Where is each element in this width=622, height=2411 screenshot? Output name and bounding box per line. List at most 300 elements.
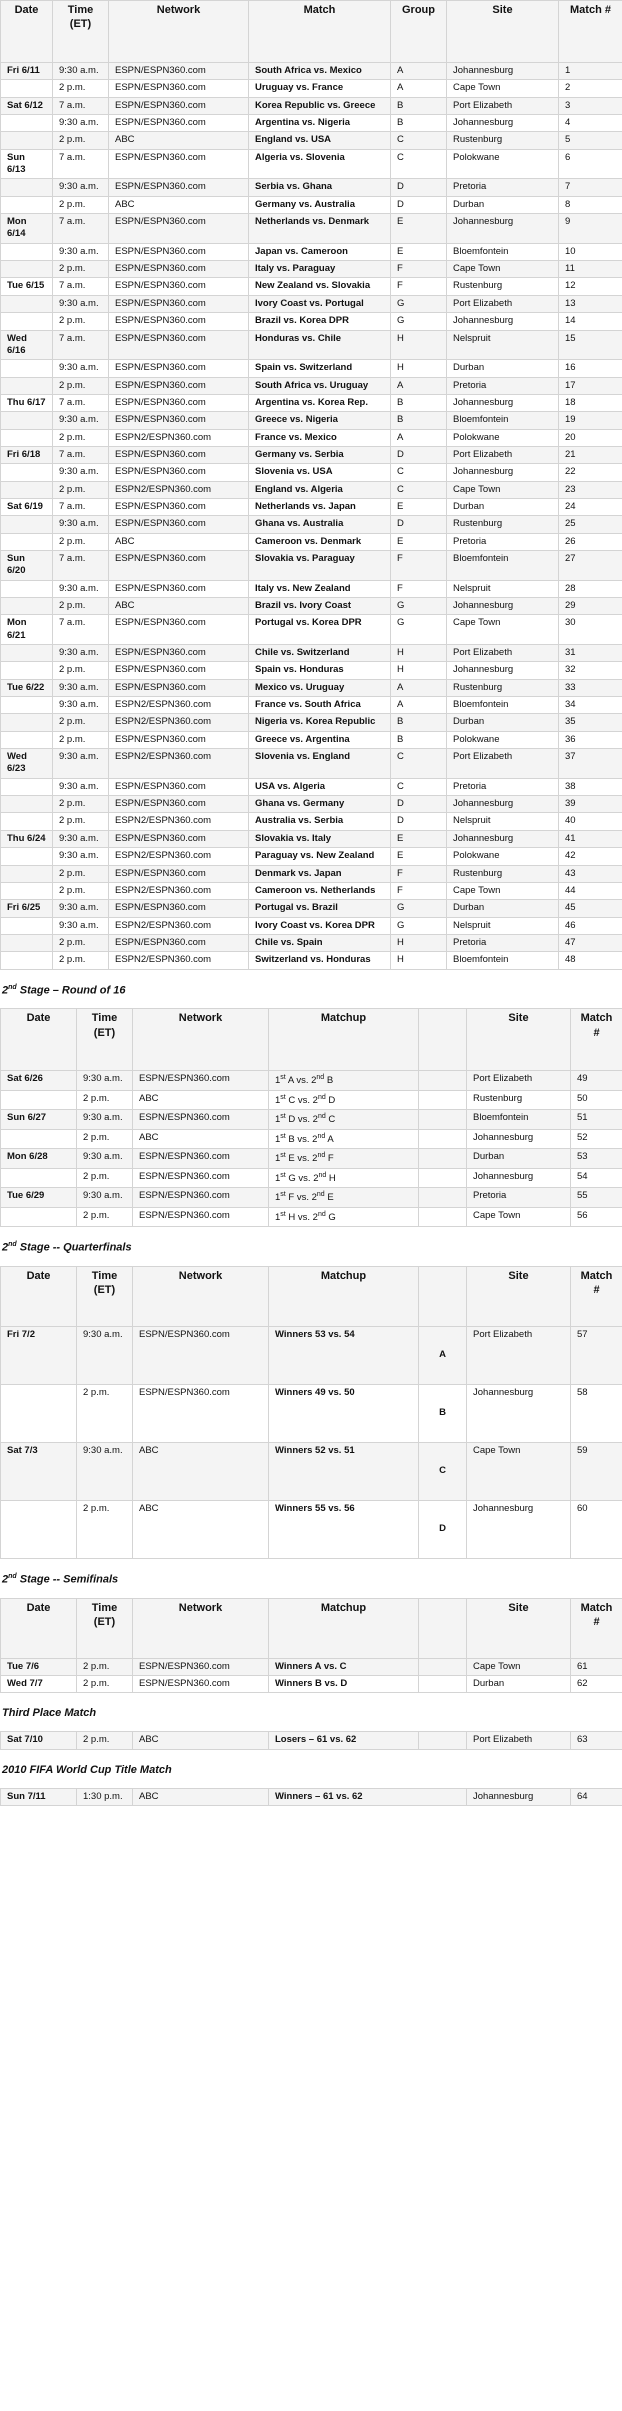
- site-cell: Nelspruit: [447, 580, 559, 597]
- network-cell: ESPN2/ESPN360.com: [109, 813, 249, 830]
- site-cell: Durban: [447, 714, 559, 731]
- match-no-cell: 60: [571, 1500, 622, 1558]
- matchup-cell: [269, 1071, 419, 1091]
- table-row: [1, 360, 622, 377]
- date-cell: [1, 580, 53, 597]
- site-cell: Durban: [467, 1149, 571, 1169]
- table-row: [1, 115, 622, 132]
- site-cell: Nelspruit: [447, 330, 559, 360]
- site-cell: Johannesburg: [447, 394, 559, 411]
- network-cell: ABC: [109, 132, 249, 149]
- network-cell: ESPN/ESPN360.com: [109, 731, 249, 748]
- match-cell: Greece vs. Nigeria: [249, 412, 391, 429]
- table-row: [1, 295, 622, 312]
- matchup-ordinal-2: nd: [317, 1113, 326, 1121]
- group-cell: B: [391, 97, 447, 114]
- time-cell: 2 p.m.: [53, 934, 109, 951]
- table-row: [1, 313, 622, 330]
- match-no-cell: 31: [559, 645, 622, 662]
- site-cell: Bloemfontein: [447, 952, 559, 969]
- sf-header-match-no: Match #: [571, 1598, 622, 1658]
- time-cell: 9:30 a.m.: [53, 360, 109, 377]
- semifinals-body: [1, 1658, 622, 1693]
- group-cell: C: [391, 132, 447, 149]
- table-row: [1, 882, 622, 899]
- date-cell: Fri 6/25: [1, 900, 53, 917]
- match-cell: England vs. Algeria: [249, 481, 391, 498]
- group-cell: E: [391, 243, 447, 260]
- match-cell: New Zealand vs. Slovakia: [249, 278, 391, 295]
- site-cell: Johannesburg: [467, 1384, 571, 1442]
- group-cell: A: [391, 377, 447, 394]
- date-cell: [1, 196, 53, 213]
- match-no-cell: 46: [559, 917, 622, 934]
- matchup-ordinal-1: st: [280, 1132, 286, 1140]
- site-cell: Port Elizabeth: [447, 446, 559, 463]
- final-table: [0, 1788, 622, 1806]
- match-cell: Portugal vs. Brazil: [249, 900, 391, 917]
- matchup-cell: Winners 55 vs. 56: [269, 1500, 419, 1558]
- table-row: [1, 446, 622, 463]
- network-cell: ABC: [133, 1788, 269, 1805]
- site-cell: Bloemfontein: [447, 243, 559, 260]
- time-cell: 9:30 a.m.: [53, 412, 109, 429]
- date-cell: [1, 697, 53, 714]
- semifinals-title: 2nd Stage -- Semifinals: [2, 1572, 119, 1586]
- group-cell: D: [391, 446, 447, 463]
- date-cell: [1, 882, 53, 899]
- matchup-cell: [269, 1110, 419, 1130]
- matchup-seed-1: 1: [275, 1211, 281, 1223]
- network-cell: ESPN/ESPN360.com: [133, 1110, 269, 1130]
- site-cell: Johannesburg: [447, 464, 559, 481]
- date-cell: Fri 6/11: [1, 63, 53, 80]
- date-cell: Sun 6/13: [1, 149, 53, 179]
- date-cell: Wed 7/7: [1, 1675, 77, 1692]
- table-row: [1, 1675, 622, 1692]
- r16-header-date: Date: [1, 1009, 77, 1071]
- group-cell: C: [391, 481, 447, 498]
- group-cell: H: [391, 330, 447, 360]
- matchup-cell: Winners B vs. D: [269, 1675, 419, 1692]
- match-cell: Chile vs. Switzerland: [249, 645, 391, 662]
- group-cell: G: [391, 313, 447, 330]
- date-cell: [1, 865, 53, 882]
- date-cell: [1, 848, 53, 865]
- date-cell: Sat 7/10: [1, 1732, 77, 1749]
- time-cell: 9:30 a.m.: [77, 1188, 133, 1208]
- network-cell: ESPN/ESPN360.com: [133, 1188, 269, 1208]
- match-cell: Slovenia vs. USA: [249, 464, 391, 481]
- table-row: [1, 952, 622, 969]
- table-row: [1, 1500, 622, 1558]
- site-cell: Rustenburg: [447, 679, 559, 696]
- table-row: [1, 1168, 622, 1188]
- network-cell: ABC: [133, 1442, 269, 1500]
- time-cell: 9:30 a.m.: [53, 243, 109, 260]
- match-no-cell: 12: [559, 278, 622, 295]
- match-cell: Greece vs. Argentina: [249, 731, 391, 748]
- group-cell: C: [391, 749, 447, 779]
- network-cell: ABC: [133, 1129, 269, 1149]
- bracket-letter-cell: D: [419, 1500, 467, 1558]
- table-row: [1, 516, 622, 533]
- time-cell: 2 p.m.: [53, 796, 109, 813]
- time-cell: 7 a.m.: [53, 446, 109, 463]
- matchup-group-1: E vs. 2: [285, 1153, 318, 1165]
- time-cell: 9:30 a.m.: [53, 917, 109, 934]
- match-cell: Netherlands vs. Denmark: [249, 214, 391, 244]
- table-row: [1, 464, 622, 481]
- r16-header-network: Network: [133, 1009, 269, 1071]
- time-cell: 9:30 a.m.: [77, 1110, 133, 1130]
- group-cell: H: [391, 934, 447, 951]
- date-cell: [1, 1168, 77, 1188]
- site-cell: Johannesburg: [447, 313, 559, 330]
- network-cell: ESPN2/ESPN360.com: [109, 952, 249, 969]
- time-cell: 7 a.m.: [53, 550, 109, 580]
- sf-header-date: Date: [1, 1598, 77, 1658]
- match-no-cell: 16: [559, 360, 622, 377]
- time-cell: 7 a.m.: [53, 149, 109, 179]
- group-cell: F: [391, 550, 447, 580]
- site-cell: Cape Town: [467, 1442, 571, 1500]
- site-cell: Cape Town: [447, 80, 559, 97]
- date-cell: [1, 952, 53, 969]
- table-row: [1, 645, 622, 662]
- network-cell: ESPN/ESPN360.com: [109, 615, 249, 645]
- match-cell: Honduras vs. Chile: [249, 330, 391, 360]
- matchup-group-1: G vs. 2: [285, 1172, 319, 1184]
- match-no-cell: 53: [571, 1149, 622, 1169]
- network-cell: ESPN/ESPN360.com: [133, 1675, 269, 1692]
- match-cell: Ghana vs. Australia: [249, 516, 391, 533]
- matchup-ordinal-2: nd: [317, 1152, 326, 1160]
- match-no-cell: 52: [571, 1129, 622, 1149]
- match-no-cell: 47: [559, 934, 622, 951]
- matchup-group-2: C: [325, 1114, 336, 1126]
- time-cell: 2 p.m.: [53, 481, 109, 498]
- group-cell: B: [391, 714, 447, 731]
- table-row: [1, 412, 622, 429]
- time-cell: 9:30 a.m.: [53, 516, 109, 533]
- network-cell: ESPN/ESPN360.com: [133, 1168, 269, 1188]
- time-cell: 2 p.m.: [77, 1658, 133, 1675]
- semifinals-table: [0, 1598, 622, 1694]
- group-cell: F: [391, 580, 447, 597]
- table-row: [1, 662, 622, 679]
- table-row: [1, 813, 622, 830]
- date-cell: [1, 516, 53, 533]
- sf-header-time: Time (ET): [77, 1598, 133, 1658]
- date-cell: Tue 6/29: [1, 1188, 77, 1208]
- r16-header-blank: [419, 1009, 467, 1071]
- match-cell: Germany vs. Australia: [249, 196, 391, 213]
- matchup-group-1: B vs. 2: [285, 1133, 318, 1145]
- date-cell: Mon 6/28: [1, 1149, 77, 1169]
- site-cell: Nelspruit: [447, 813, 559, 830]
- time-cell: 2 p.m.: [77, 1500, 133, 1558]
- match-cell: Korea Republic vs. Greece: [249, 97, 391, 114]
- site-cell: Johannesburg: [467, 1129, 571, 1149]
- match-no-cell: 4: [559, 115, 622, 132]
- match-no-cell: 10: [559, 243, 622, 260]
- matchup-cell: [269, 1207, 419, 1227]
- time-cell: 9:30 a.m.: [53, 830, 109, 847]
- time-cell: 2 p.m.: [53, 261, 109, 278]
- time-cell: 2 p.m.: [53, 731, 109, 748]
- group-cell: B: [391, 394, 447, 411]
- date-cell: Sun 7/11: [1, 1788, 77, 1805]
- match-no-cell: 9: [559, 214, 622, 244]
- match-cell: Mexico vs. Uruguay: [249, 679, 391, 696]
- match-no-cell: 22: [559, 464, 622, 481]
- round16-title: 2nd Stage – Round of 16: [2, 983, 126, 997]
- network-cell: ESPN/ESPN360.com: [109, 360, 249, 377]
- match-cell: Uruguay vs. France: [249, 80, 391, 97]
- time-cell: 9:30 a.m.: [53, 645, 109, 662]
- group-cell: G: [391, 295, 447, 312]
- site-cell: Port Elizabeth: [467, 1732, 571, 1749]
- match-cell: Denmark vs. Japan: [249, 865, 391, 882]
- match-cell: USA vs. Algeria: [249, 778, 391, 795]
- date-cell: Sat 6/12: [1, 97, 53, 114]
- network-cell: ESPN/ESPN360.com: [109, 261, 249, 278]
- site-cell: Port Elizabeth: [447, 749, 559, 779]
- matchup-seed-1: 1: [275, 1172, 281, 1184]
- blank-cell: [419, 1071, 467, 1091]
- network-cell: ESPN2/ESPN360.com: [109, 714, 249, 731]
- date-cell: Sat 6/26: [1, 1071, 77, 1091]
- table-row: [1, 1071, 622, 1091]
- group-cell: E: [391, 498, 447, 515]
- table-row: [1, 394, 622, 411]
- match-cell: Netherlands vs. Japan: [249, 498, 391, 515]
- match-cell: Australia vs. Serbia: [249, 813, 391, 830]
- matchup-cell: [269, 1090, 419, 1110]
- site-cell: Port Elizabeth: [447, 645, 559, 662]
- blank-cell: [419, 1129, 467, 1149]
- match-no-cell: 43: [559, 865, 622, 882]
- table-row: [1, 1732, 622, 1749]
- date-cell: Tue 6/15: [1, 278, 53, 295]
- matchup-seed-1: 1: [275, 1192, 281, 1204]
- matchup-seed-1: 1: [275, 1153, 281, 1165]
- network-cell: ESPN/ESPN360.com: [109, 662, 249, 679]
- date-cell: [1, 917, 53, 934]
- date-cell: [1, 429, 53, 446]
- time-cell: 2 p.m.: [77, 1675, 133, 1692]
- site-cell: Cape Town: [467, 1207, 571, 1227]
- match-cell: Cameroon vs. Netherlands: [249, 882, 391, 899]
- match-no-cell: 35: [559, 714, 622, 731]
- date-cell: [1, 645, 53, 662]
- match-cell: Argentina vs. Nigeria: [249, 115, 391, 132]
- match-no-cell: 64: [571, 1788, 622, 1805]
- qf-header-network: Network: [133, 1266, 269, 1326]
- table-row: [1, 429, 622, 446]
- match-no-cell: 42: [559, 848, 622, 865]
- site-cell: Port Elizabeth: [467, 1326, 571, 1384]
- table-row: [1, 278, 622, 295]
- table-row: [1, 865, 622, 882]
- site-cell: Johannesburg: [447, 115, 559, 132]
- col-header-match: Match: [249, 1, 391, 63]
- date-cell: [1, 1129, 77, 1149]
- group-cell: A: [391, 80, 447, 97]
- match-no-cell: 38: [559, 778, 622, 795]
- network-cell: ESPN2/ESPN360.com: [109, 697, 249, 714]
- match-no-cell: 49: [571, 1071, 622, 1091]
- table-row: [1, 97, 622, 114]
- matchup-ordinal-1: st: [280, 1152, 286, 1160]
- match-cell: South Africa vs. Mexico: [249, 63, 391, 80]
- time-cell: 9:30 a.m.: [77, 1442, 133, 1500]
- quarterfinals-title: 2nd Stage -- Quarterfinals: [2, 1241, 132, 1254]
- site-cell: Bloemfontein: [447, 697, 559, 714]
- time-cell: 9:30 a.m.: [53, 778, 109, 795]
- group-cell: H: [391, 645, 447, 662]
- date-cell: [1, 1384, 77, 1442]
- table-row: [1, 330, 622, 360]
- match-no-cell: 45: [559, 900, 622, 917]
- group-cell: G: [391, 900, 447, 917]
- match-no-cell: 56: [571, 1207, 622, 1227]
- match-cell: Germany vs. Serbia: [249, 446, 391, 463]
- site-cell: Polokwane: [447, 149, 559, 179]
- final-title: 2010 FIFA World Cup Title Match: [2, 1763, 172, 1776]
- match-no-cell: 36: [559, 731, 622, 748]
- match-cell: Nigeria vs. Korea Republic: [249, 714, 391, 731]
- date-cell: [1, 295, 53, 312]
- group-cell: H: [391, 662, 447, 679]
- table-row: [1, 1658, 622, 1675]
- table-row: [1, 481, 622, 498]
- group-cell: E: [391, 214, 447, 244]
- match-cell: Ivory Coast vs. Portugal: [249, 295, 391, 312]
- qf-header-site: Site: [467, 1266, 571, 1326]
- time-cell: 9:30 a.m.: [77, 1071, 133, 1091]
- r16-header-match-no: Match #: [571, 1009, 622, 1071]
- third-place-table: [0, 1731, 622, 1749]
- blank-cell: [419, 1207, 467, 1227]
- col-header-site: Site: [447, 1, 559, 63]
- date-cell: [1, 481, 53, 498]
- qf-header-blank: [419, 1266, 467, 1326]
- group-cell: D: [391, 196, 447, 213]
- site-cell: Rustenburg: [447, 132, 559, 149]
- site-cell: Durban: [447, 196, 559, 213]
- matchup-ordinal-1: st: [280, 1093, 286, 1101]
- time-cell: 2 p.m.: [77, 1090, 133, 1110]
- group-cell: A: [391, 429, 447, 446]
- match-no-cell: 19: [559, 412, 622, 429]
- network-cell: ESPN/ESPN360.com: [109, 278, 249, 295]
- blank-cell: [419, 1188, 467, 1208]
- site-cell: Bloemfontein: [447, 412, 559, 429]
- group-cell: A: [391, 679, 447, 696]
- table-row: [1, 1384, 622, 1442]
- date-cell: [1, 243, 53, 260]
- site-cell: Johannesburg: [447, 598, 559, 615]
- table-row: [1, 243, 622, 260]
- site-cell: Polokwane: [447, 731, 559, 748]
- col-header-group: Group: [391, 1, 447, 63]
- time-cell: 2 p.m.: [53, 952, 109, 969]
- group-cell: C: [391, 464, 447, 481]
- matchup-cell: Winners A vs. C: [269, 1658, 419, 1675]
- matchup-seed-1: 1: [275, 1075, 281, 1087]
- matchup-cell: [269, 1168, 419, 1188]
- third-place-title: Third Place Match: [2, 1707, 97, 1720]
- match-no-cell: 2: [559, 80, 622, 97]
- matchup-cell: [269, 1188, 419, 1208]
- network-cell: ESPN2/ESPN360.com: [109, 917, 249, 934]
- group-cell: B: [391, 731, 447, 748]
- date-cell: Thu 6/17: [1, 394, 53, 411]
- network-cell: ESPN/ESPN360.com: [109, 865, 249, 882]
- match-cell: Ghana vs. Germany: [249, 796, 391, 813]
- group-cell: A: [391, 697, 447, 714]
- time-cell: 7 a.m.: [53, 615, 109, 645]
- match-no-cell: 39: [559, 796, 622, 813]
- match-no-cell: 18: [559, 394, 622, 411]
- blank-cell: [419, 1168, 467, 1188]
- match-no-cell: 41: [559, 830, 622, 847]
- match-no-cell: 7: [559, 179, 622, 196]
- group-cell: G: [391, 598, 447, 615]
- match-cell: Italy vs. Paraguay: [249, 261, 391, 278]
- quarterfinals-table: [0, 1266, 622, 1559]
- blank-cell: [419, 1149, 467, 1169]
- site-cell: Durban: [447, 360, 559, 377]
- match-no-cell: 37: [559, 749, 622, 779]
- matchup-ordinal-1: st: [280, 1171, 286, 1179]
- table-row: [1, 830, 622, 847]
- match-cell: Cameroon vs. Denmark: [249, 533, 391, 550]
- time-cell: 9:30 a.m.: [53, 115, 109, 132]
- group-cell: F: [391, 882, 447, 899]
- table-row: [1, 498, 622, 515]
- match-cell: Slovakia vs. Italy: [249, 830, 391, 847]
- match-no-cell: 30: [559, 615, 622, 645]
- match-cell: Argentina vs. Korea Rep.: [249, 394, 391, 411]
- site-cell: Bloemfontein: [467, 1110, 571, 1130]
- network-cell: ESPN/ESPN360.com: [109, 115, 249, 132]
- site-cell: Rustenburg: [447, 865, 559, 882]
- match-no-cell: 17: [559, 377, 622, 394]
- site-cell: Nelspruit: [447, 917, 559, 934]
- network-cell: ESPN/ESPN360.com: [109, 645, 249, 662]
- time-cell: 2 p.m.: [53, 882, 109, 899]
- matchup-ordinal-2: nd: [317, 1210, 326, 1218]
- site-cell: Pretoria: [447, 377, 559, 394]
- match-no-cell: 24: [559, 498, 622, 515]
- group-cell: D: [391, 179, 447, 196]
- time-cell: 2 p.m.: [53, 714, 109, 731]
- date-cell: [1, 412, 53, 429]
- matchup-group-1: H vs. 2: [285, 1211, 318, 1223]
- site-cell: Johannesburg: [447, 662, 559, 679]
- network-cell: ESPN/ESPN360.com: [109, 377, 249, 394]
- matchup-seed-1: 1: [275, 1114, 281, 1126]
- table-row: [1, 261, 622, 278]
- time-cell: 2 p.m.: [53, 865, 109, 882]
- site-cell: Rustenburg: [447, 278, 559, 295]
- match-no-cell: 54: [571, 1168, 622, 1188]
- match-cell: Slovakia vs. Paraguay: [249, 550, 391, 580]
- table-row: [1, 1188, 622, 1208]
